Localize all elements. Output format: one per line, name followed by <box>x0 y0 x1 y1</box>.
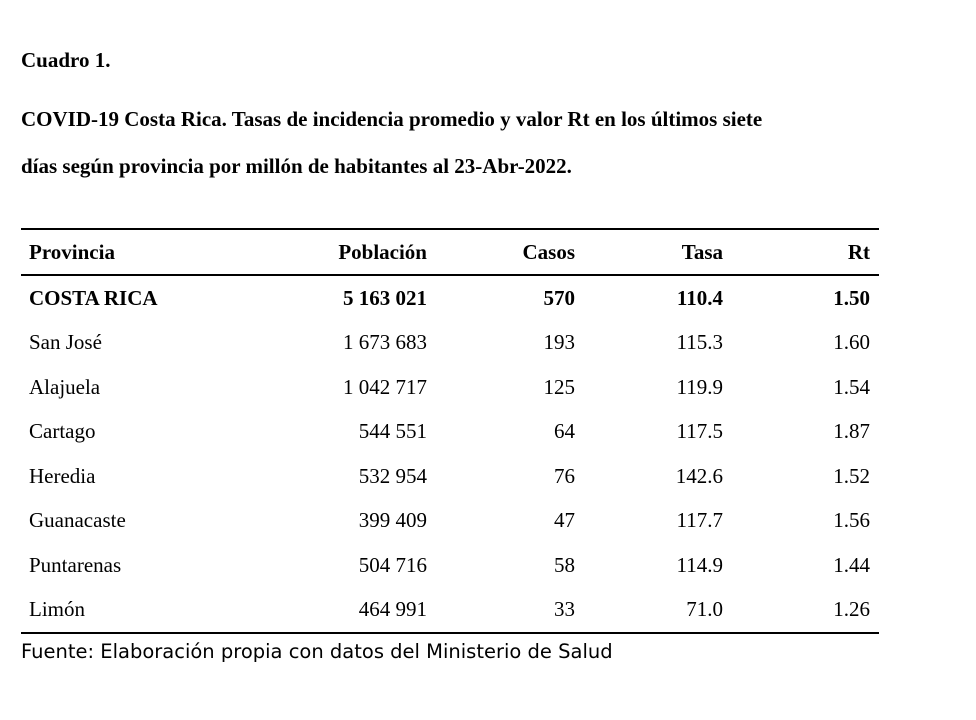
header-rt: Rt <box>723 229 879 275</box>
table-row <box>21 499 879 544</box>
cell-rt: 1.87 <box>833 419 870 444</box>
cell-rt: 1.50 <box>833 285 870 310</box>
cell-rt: 1.60 <box>833 330 870 355</box>
table-title <box>21 96 956 190</box>
table-row <box>21 410 879 455</box>
cell-provincia: Limón <box>21 588 291 634</box>
table-label: Cuadro 1. <box>21 48 111 72</box>
cell-tasa: 142.6 <box>675 463 723 488</box>
cell-tasa: 110.4 <box>676 285 723 310</box>
cell-tasa: 71.0 <box>575 588 723 634</box>
cell-casos: 76 <box>554 463 575 488</box>
header-poblacion: Población <box>291 229 427 275</box>
table-title-line-1: COVID-19 Costa Rica. Tasas de incidencia promedio y valor Rt en los últimos siete <box>21 107 763 131</box>
cell-poblacion: 1 042 717 <box>343 374 427 399</box>
table-row-total <box>21 275 879 321</box>
cell-poblacion: 1 673 683 <box>343 330 427 355</box>
header-tasa: Tasa <box>575 229 723 275</box>
table-row <box>21 454 879 499</box>
table-row <box>21 543 879 588</box>
cell-casos: 570 <box>543 285 575 310</box>
cell-casos: 193 <box>543 330 575 355</box>
cell-rt: 1.44 <box>833 552 870 577</box>
table-title-line-2: días según provincia por millón de habitantes al 23-Abr-2022. <box>21 154 572 178</box>
cell-tasa: 117.5 <box>676 419 723 444</box>
cell-casos: 58 <box>554 552 575 577</box>
cell-rt: 1.26 <box>723 588 879 634</box>
data-table-container <box>21 228 871 634</box>
cell-tasa: 117.7 <box>676 508 723 533</box>
header-provincia: Provincia <box>21 229 291 275</box>
cell-provincia: Alajuela <box>29 374 101 399</box>
cell-poblacion: 504 716 <box>358 552 427 577</box>
header-casos: Casos <box>427 229 575 275</box>
cell-casos: 47 <box>554 508 575 533</box>
cell-provincia: Cartago <box>29 419 96 444</box>
cell-provincia: Puntarenas <box>29 552 122 577</box>
cell-poblacion: 399 409 <box>358 508 427 533</box>
cell-casos: 64 <box>554 419 575 444</box>
cell-casos: 125 <box>543 374 575 399</box>
cell-tasa: 119.9 <box>676 374 723 399</box>
source-note: Fuente: Elaboración propia con datos del Ministerio de Salud <box>21 640 613 663</box>
cell-tasa: 114.9 <box>676 552 723 577</box>
cell-provincia: Guanacaste <box>29 508 126 533</box>
table-row <box>21 321 879 366</box>
cell-poblacion: 5 163 021 <box>343 285 427 310</box>
cell-tasa: 115.3 <box>676 330 723 355</box>
cell-provincia: Heredia <box>29 463 96 488</box>
cell-poblacion: 544 551 <box>358 419 427 444</box>
cell-poblacion: 464 991 <box>291 588 427 634</box>
table-row <box>21 588 879 634</box>
cell-provincia: COSTA RICA <box>29 285 158 310</box>
incidence-table <box>21 228 879 634</box>
cell-provincia: San José <box>29 330 102 355</box>
table-row <box>21 365 879 410</box>
cell-rt: 1.52 <box>833 463 870 488</box>
table-header-row <box>21 229 879 275</box>
cell-poblacion: 532 954 <box>358 463 427 488</box>
cell-rt: 1.56 <box>833 508 870 533</box>
cell-casos: 33 <box>427 588 575 634</box>
cell-rt: 1.54 <box>833 374 870 399</box>
